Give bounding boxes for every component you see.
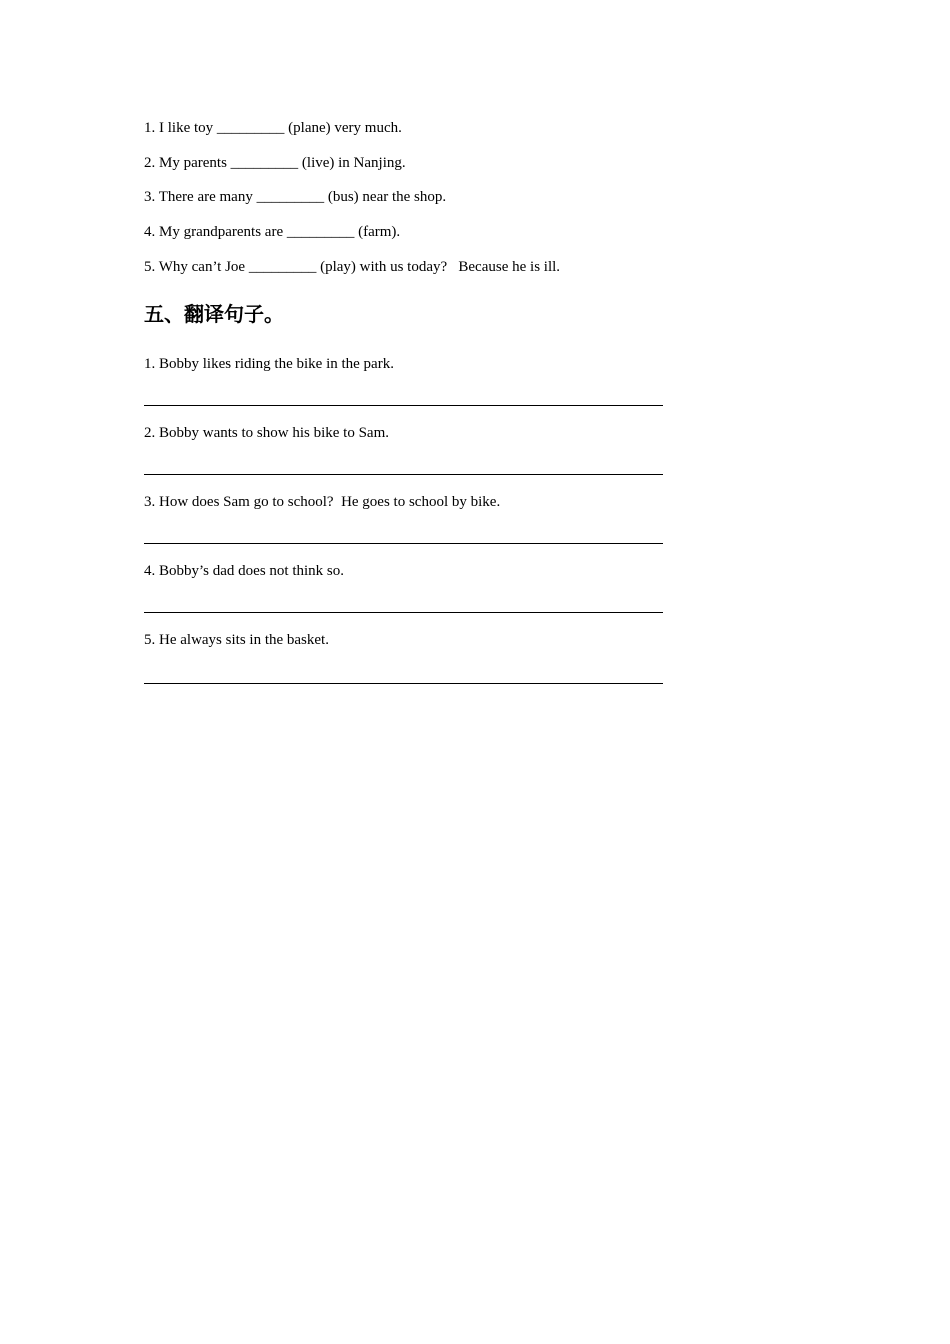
fill-in-item-2: 2. My parents _________ (live) in Nanjing. (144, 155, 406, 171)
answer-line-3[interactable] (144, 543, 663, 544)
translation-item-2: 2. Bobby wants to show his bike to Sam. (144, 425, 390, 441)
answer-line-4[interactable] (144, 612, 663, 613)
fill-in-item-3: 3. There are many _________ (bus) near the shop. (144, 189, 447, 205)
answer-line-2[interactable] (144, 474, 663, 475)
fill-in-item-4: 4. My grandparents are _________ (farm). (144, 224, 401, 240)
answer-line-1[interactable] (144, 405, 663, 406)
answer-line-5[interactable] (144, 683, 663, 684)
translation-item-5: 5. He always sits in the basket. (144, 632, 329, 648)
translation-item-1: 1. Bobby likes riding the bike in the park. (144, 356, 394, 372)
fill-in-item-1: 1. I like toy _________ (plane) very much. (144, 120, 402, 136)
section-title-translation: 五、翻译句子。 (144, 302, 284, 326)
translation-item-3: 3. How does Sam go to school? He goes to school by bike. (144, 494, 501, 510)
fill-in-item-5: 5. Why can’t Joe _________ (play) with us today? Because he is ill. (144, 259, 561, 275)
translation-item-4: 4. Bobby’s dad does not think so. (144, 563, 345, 579)
